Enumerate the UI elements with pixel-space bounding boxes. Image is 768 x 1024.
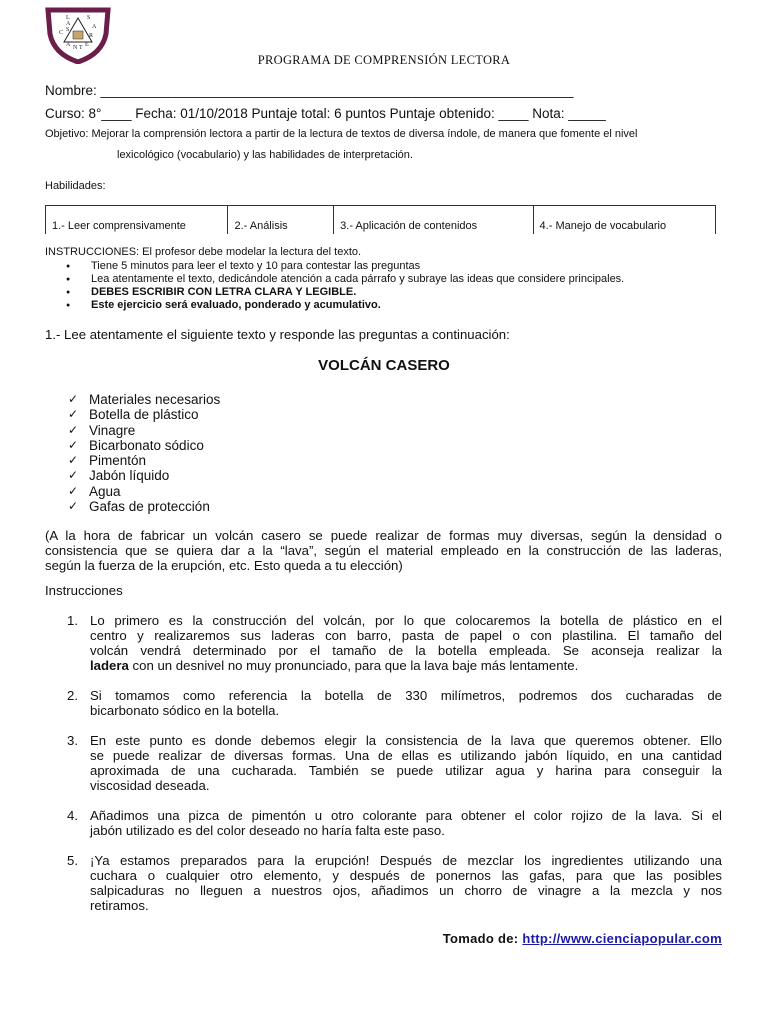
checkmark-icon: ✓ bbox=[68, 422, 79, 437]
list-item: 3. En este punto es donde debemos elegir la consistencia de la lava que queremos obtener. Ello se puede realizar de diversas formas. Una de ellas es utilizando jabón líquido, en una cantidad aproximada de una cucharada. También se puede utilizar agua y harina para conseguir la viscosidad deseada. bbox=[67, 733, 722, 793]
list-item: ● DEBES ESCRIBIR CON LETRA CLARA Y LEGIBLE. bbox=[60, 286, 624, 299]
skill-cell: 1.- Leer comprensivamente bbox=[46, 206, 228, 234]
svg-text:A: A bbox=[66, 21, 71, 27]
list-item: 4. Añadimos una pizca de pimentón u otro colorante para obtener el color rojizo de la lava. Si el jabón utilizado es del color deseado no haría falta este paso. bbox=[67, 808, 722, 838]
skill-cell: 2.- Análisis bbox=[228, 206, 334, 234]
list-item: ✓ Materiales necesarios bbox=[68, 392, 221, 407]
svg-text:S: S bbox=[87, 15, 91, 21]
instructions-list bbox=[60, 260, 624, 312]
svg-text:N: N bbox=[73, 45, 78, 51]
instructions-label: Instrucciones bbox=[45, 583, 123, 598]
svg-text:E: E bbox=[85, 42, 89, 48]
list-item: ✓ Gafas de protección bbox=[68, 499, 210, 515]
checkmark-icon: ✓ bbox=[68, 483, 79, 498]
svg-text:R: R bbox=[89, 33, 94, 39]
svg-text:A: A bbox=[92, 24, 97, 30]
list-item: ✓ Jabón líquido bbox=[68, 468, 170, 484]
course-info-line: Curso: 8°____ Fecha: 01/10/2018 Puntaje total: 6 puntos Puntaje obtenido: ____ Nota: _____ bbox=[45, 106, 606, 121]
svg-text:C: C bbox=[59, 30, 64, 36]
list-item: ✓ Bicarbonato sódico bbox=[68, 437, 204, 453]
checkmark-icon: ✓ bbox=[68, 407, 79, 422]
objective-line-2: lexicológico (vocabulario) y las habilidades de interpretación. bbox=[117, 149, 413, 161]
objective-line-1: Objetivo: Mejorar la comprensión lectora a partir de la lectura de textos de diversa índole, de manera que fomente el nivel bbox=[45, 128, 638, 140]
list-item: 5. ¡Ya estamos preparados para la erupción! Después de mezclar los ingredientes utilizando una cuchara o cualquier otro elemento, y después de ponernos las gafas, para que las posibles salpicaduras no lleguen a nuestros ojos, añadimos un chorro de vinagre a la mezcla y nos retiramos. bbox=[67, 853, 722, 913]
skill-cell: 3.- Aplicación de contenidos bbox=[334, 206, 533, 234]
skills-table bbox=[45, 205, 716, 234]
svg-text:L: L bbox=[66, 15, 70, 21]
svg-text:T: T bbox=[79, 45, 83, 51]
source-link[interactable]: http://www.cienciapopular.com bbox=[522, 931, 722, 946]
source-citation bbox=[443, 931, 722, 946]
list-item: ● Lea atentamente el texto, dedicándole atención a cada párrafo y subraye las ideas que considere principales. bbox=[60, 273, 624, 286]
list-item: ● Este ejercicio será evaluado, ponderado y acumulativo. bbox=[60, 299, 624, 312]
name-field[interactable]: Nombre: _______________________________________________________________ bbox=[45, 83, 574, 98]
list-item: ● Tiene 5 minutos para leer el texto y 10 para contestar las preguntas bbox=[60, 260, 624, 273]
list-item: 1. Lo primero es la construcción del volcán, por lo que colocaremos la botella de plástico en el centro y realizaremos sus laderas con barro, pasta de papel o con plastilina. El tamaño del volcán vendrá determinado por el tamaño de la botella empleada. Se aconseja realizar la ladera con un desnivel no muy pronunciado, para que la lava baje más lentamente. bbox=[67, 613, 722, 673]
checkmark-icon: ✓ bbox=[68, 468, 79, 483]
svg-text:S: S bbox=[66, 27, 70, 33]
skills-label: Habilidades: bbox=[45, 180, 106, 192]
checkmark-icon: ✓ bbox=[68, 453, 79, 468]
checkmark-icon: ✓ bbox=[68, 499, 79, 514]
note-paragraph: (A la hora de fabricar un volcán casero se puede realizar de formas muy diversas, según la densidad o consistencia que se quiera dar a la “lava”, según el material empleado en la construcción de las laderas, según la fuerza de la erupción, etc. Esto queda a tu elección) bbox=[45, 528, 722, 573]
steps-list bbox=[45, 613, 722, 913]
instructions-intro: INSTRUCCIONES: El profesor debe modelar la lectura del texto. bbox=[45, 246, 362, 258]
checkmark-icon: ✓ bbox=[68, 392, 79, 406]
list-item: ✓ Botella de plástico bbox=[68, 407, 199, 423]
checkmark-icon: ✓ bbox=[68, 437, 79, 452]
skill-cell: 4.- Manejo de vocabulario bbox=[539, 220, 667, 232]
list-item: ✓ Agua bbox=[68, 483, 121, 499]
svg-text:A: A bbox=[66, 42, 71, 48]
materials-checklist bbox=[68, 392, 220, 514]
list-item: ✓ Vinagre bbox=[68, 422, 136, 438]
document-title: PROGRAMA DE COMPRENSIÓN LECTORA bbox=[257, 53, 511, 67]
question-prompt: 1.- Lee atentamente el siguiente texto y responde las preguntas a continuación: bbox=[45, 327, 510, 342]
text-heading: VOLCÁN CASERO bbox=[318, 357, 450, 374]
list-item: 2. Si tomamos como referencia la botella de 330 milímetros, podremos dos cucharadas de bicarbonato sódico en la botella. bbox=[67, 688, 722, 718]
list-item: ✓ Pimentón bbox=[68, 453, 147, 469]
source-label: Tomado de: bbox=[442, 931, 523, 946]
